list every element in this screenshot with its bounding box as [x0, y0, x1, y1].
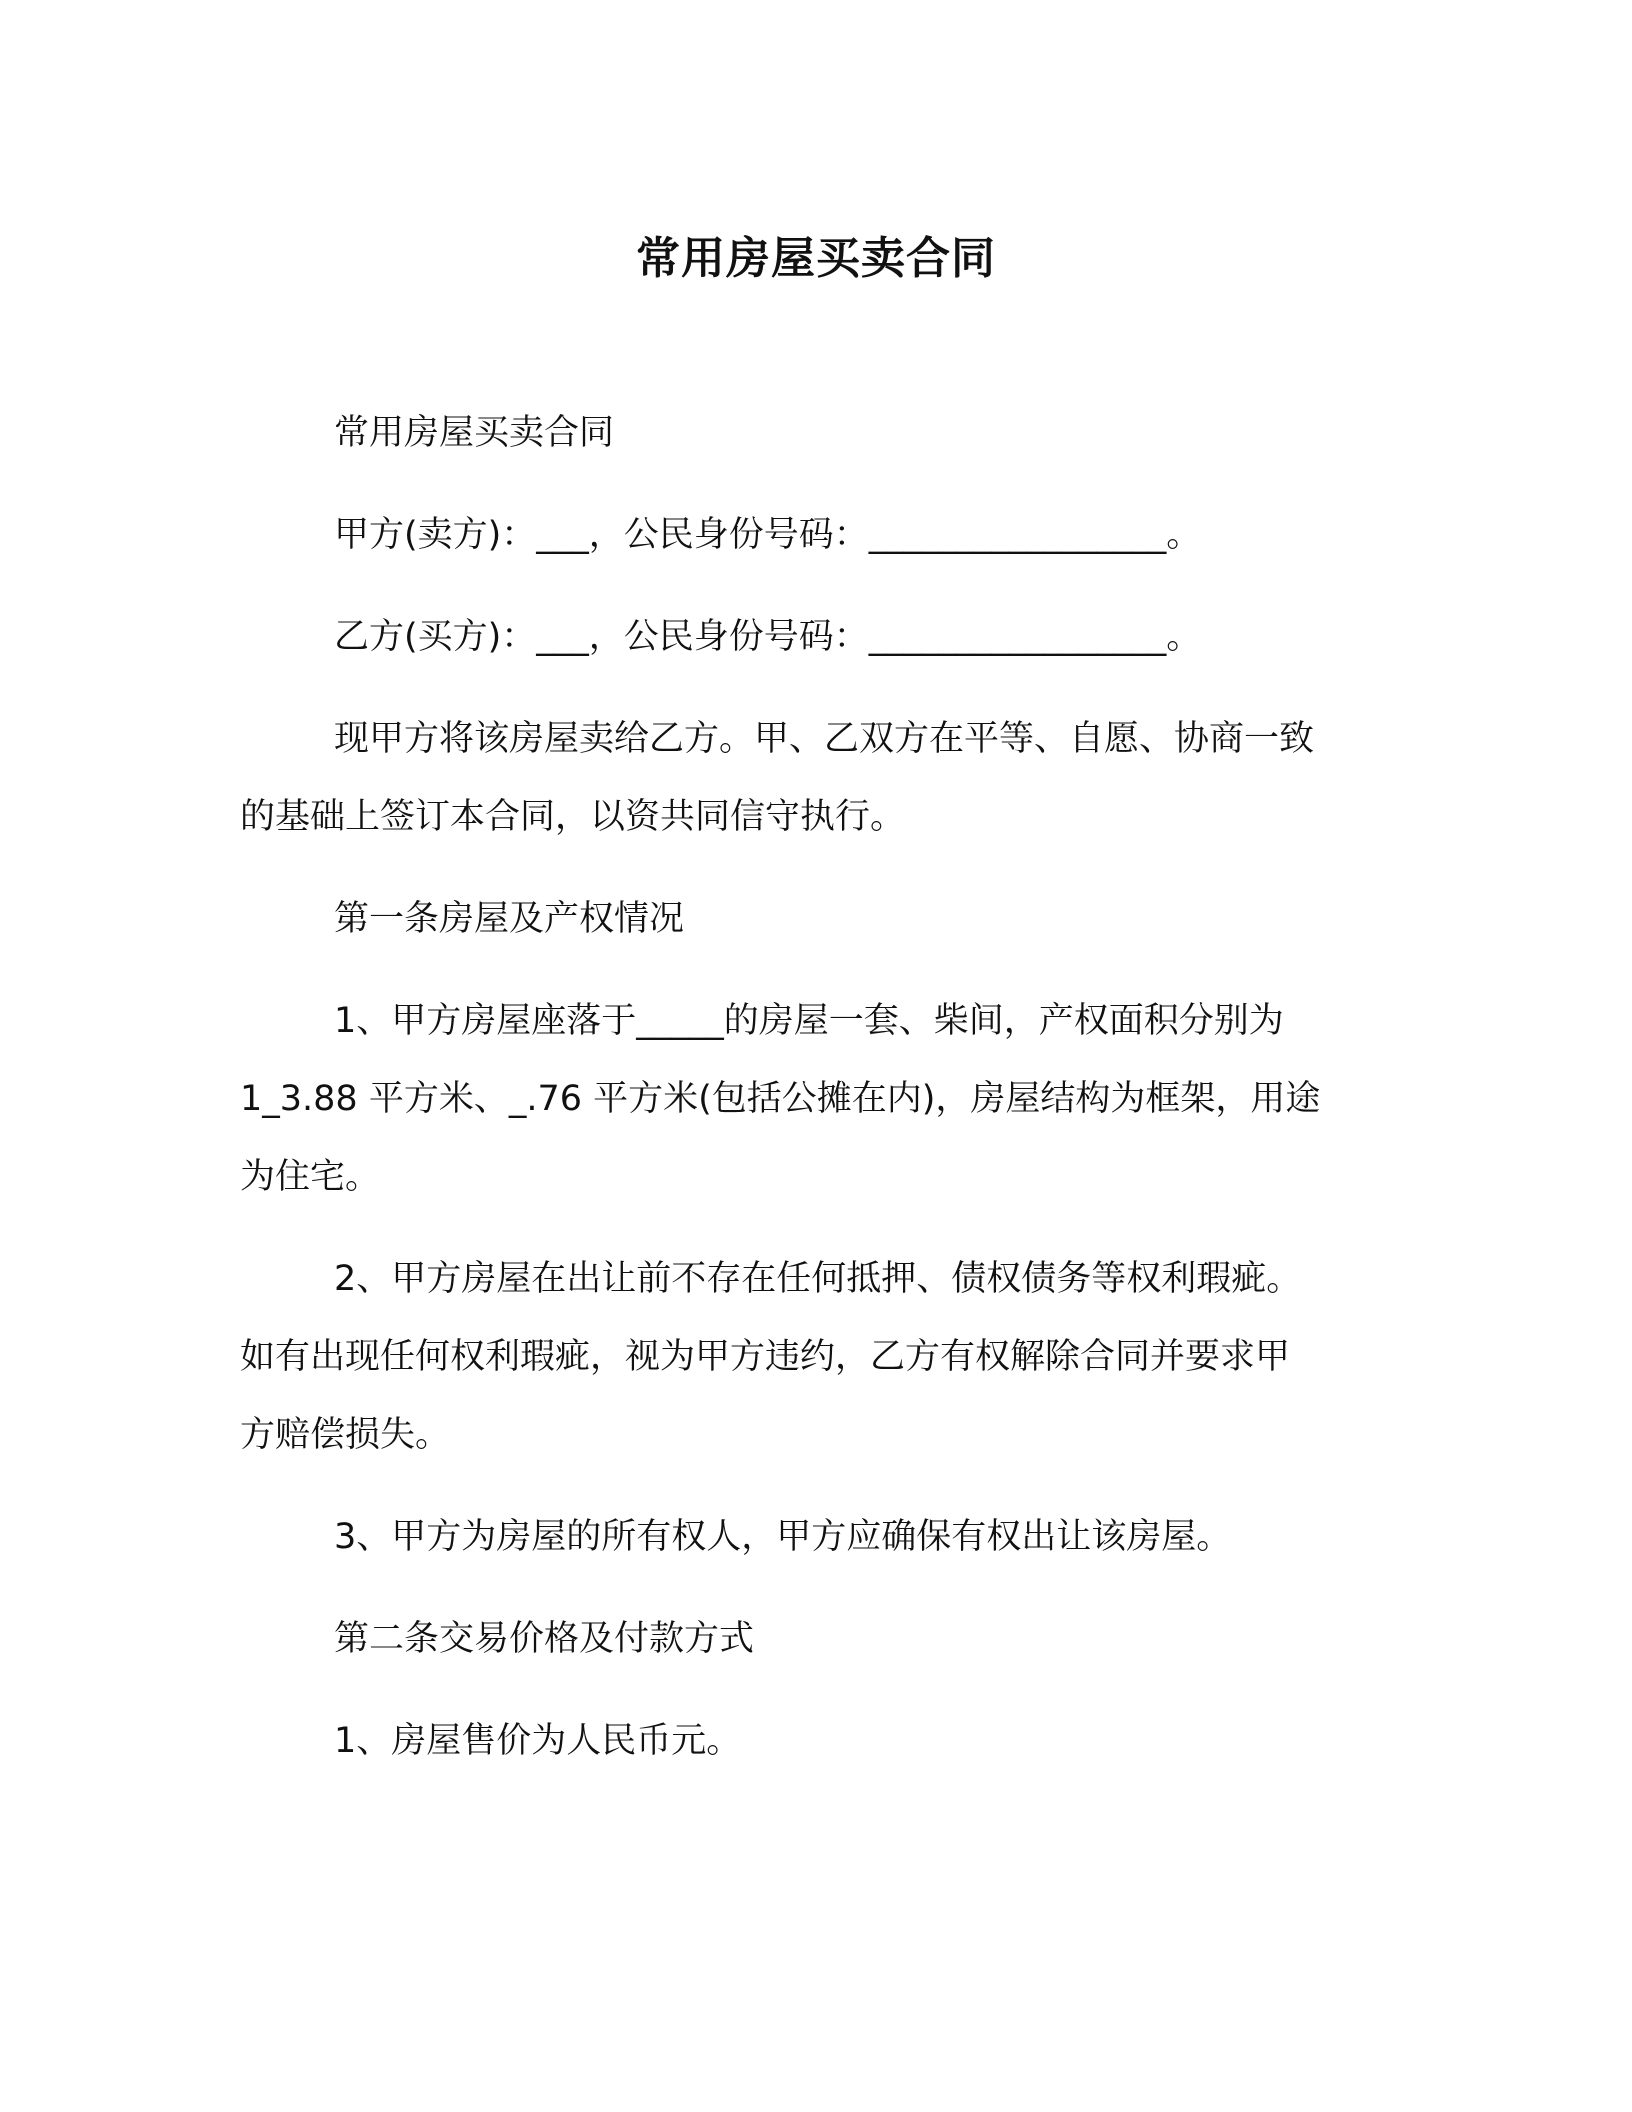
paragraph-party-a — [240, 496, 1380, 574]
paragraph-line: 1_3.88 平方米、_.76 平方米(包括公摊在内)，房屋结构为框架，用途 — [240, 1079, 1321, 1119]
paragraph-line: 的基础上签订本合同，以资共同信守执行。 — [240, 797, 906, 837]
paragraph-line: 如有出现任何权利瑕疵，视为甲方违约，乙方有权解除合同并要求甲 — [240, 1337, 1291, 1377]
article-2-heading — [240, 1600, 1380, 1678]
paragraph-line: 现甲方将该房屋卖给乙方。甲、乙双方在平等、自愿、协商一致 — [334, 719, 1315, 759]
paragraph-line: 第二条交易价格及付款方式 — [334, 1619, 755, 1659]
paragraph-preamble — [240, 700, 1380, 856]
paragraph-line: 第一条房屋及产权情况 — [334, 899, 685, 939]
paragraph-line: 甲方(卖方)：___，公民身份号码：_________________。 — [334, 515, 1202, 555]
paragraph-line: 3、甲方为房屋的所有权人，甲方应确保有权出让该房屋。 — [334, 1517, 1232, 1557]
article-1-clause-1 — [240, 982, 1380, 1216]
article-1-clause-3 — [240, 1498, 1380, 1576]
article-2-clause-1 — [240, 1702, 1380, 1780]
paragraph-line: 1、甲方房屋座落于_____的房屋一套、柴间，产权面积分别为 — [334, 1001, 1284, 1041]
document-title: 常用房屋买卖合同 — [636, 233, 996, 284]
paragraph-subtitle — [240, 394, 1380, 472]
paragraph-party-b — [240, 598, 1380, 676]
paragraph-line: 为住宅。 — [240, 1157, 381, 1197]
paragraph-line: 常用房屋买卖合同 — [334, 413, 615, 453]
article-1-heading — [240, 880, 1380, 958]
article-1-clause-2 — [240, 1240, 1380, 1474]
paragraph-line: 方赔偿损失。 — [240, 1415, 451, 1455]
paragraph-line: 乙方(买方)：___，公民身份号码：_________________。 — [334, 617, 1202, 657]
paragraph-line: 1、房屋售价为人民币元。 — [334, 1721, 742, 1761]
paragraph-line: 2、甲方房屋在出让前不存在任何抵押、债权债务等权利瑕疵。 — [334, 1259, 1302, 1299]
